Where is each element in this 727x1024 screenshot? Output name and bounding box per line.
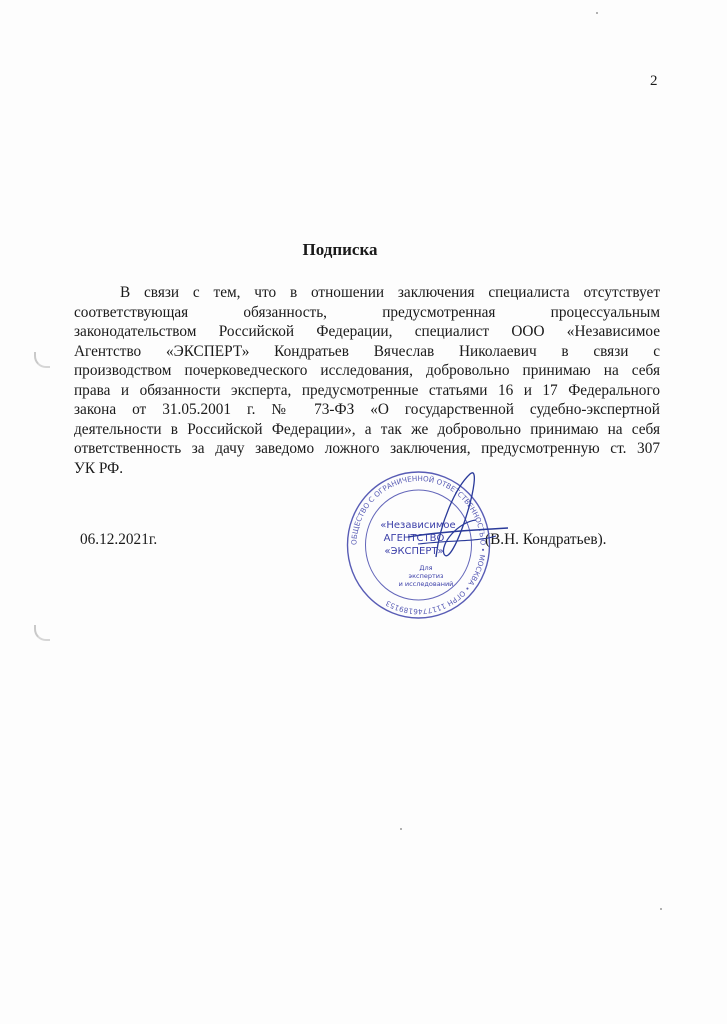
paragraph-line: законодательством Российской Федерации, специалист ООО «Независимое [74, 323, 660, 340]
paragraph-line: деятельности в Российской Федерации», а так же добровольно принимаю на себя [74, 420, 660, 438]
stamp-line-3: «ЭКСПЕРТ» [384, 546, 444, 557]
signature-date: 06.12.2021г. [80, 531, 158, 548]
stamp-ring-text: ОБЩЕСТВО С ОГРАНИЧЕННОЙ ОТВЕТСТВЕННОСТЬЮ • МОСКВА • ОГРН 1117746189153 [349, 473, 488, 617]
paragraph-line: соответствующая обязанность, предусмотренная процессуальным [74, 303, 660, 321]
paragraph-line: закона от 31.05.2001 г. № 73-ФЗ «О государственной судебно-экспертной [74, 401, 660, 418]
document-title: Подписка [302, 240, 378, 259]
paragraph-line: В связи с тем, что в отношении заключения специалиста отсутствует [120, 284, 660, 301]
stamp-line-6: и исследований [398, 580, 454, 588]
paragraph-line: ответственность за дачу заведомо ложного заключения, предусмотренную ст. 307 [74, 440, 660, 457]
paragraph-line: Агентство «ЭКСПЕРТ» Кондратьев Вячеслав Николаевич в связи с [74, 342, 660, 360]
paragraph-line: производством почерковедческого исследования, добровольно принимаю на себя [74, 362, 660, 379]
stamp-line-2: АГЕНТСТВО [383, 533, 445, 544]
body-paragraph [74, 283, 660, 478]
stamp-line-4: Для [419, 564, 433, 572]
paragraph-line: права и обязанности эксперта, предусмотренные статьями 16 и 17 Федерального [74, 381, 660, 399]
stamp-line-5: экспертиз [408, 572, 444, 580]
scan-speck [660, 908, 662, 910]
handwritten-signature [378, 462, 518, 592]
page-number: 2 [650, 73, 658, 89]
scan-speck [596, 12, 598, 14]
paragraph-line: УК РФ. [74, 459, 124, 477]
punch-hole-mark [34, 625, 50, 641]
punch-hole-mark [34, 352, 50, 368]
stamp-line-1: «Независимое [380, 520, 456, 531]
scan-speck [400, 828, 402, 830]
signer-name: (В.Н. Кондратьев). [485, 531, 607, 548]
